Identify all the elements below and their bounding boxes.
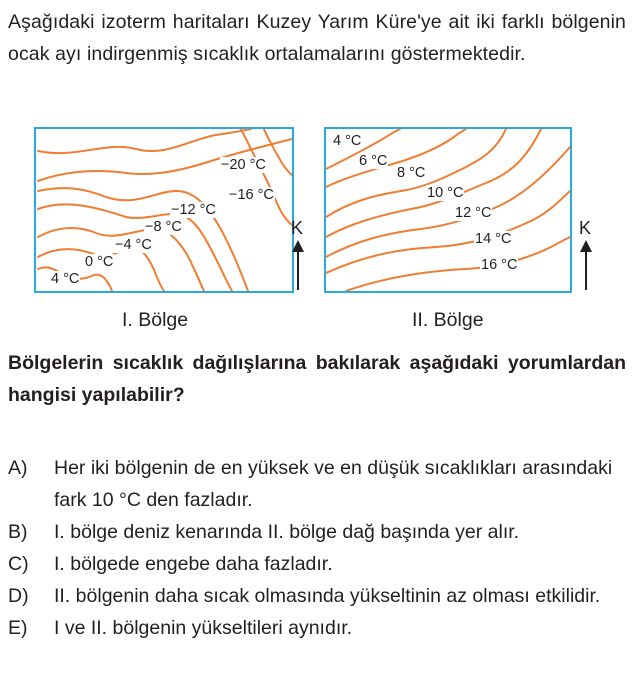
map-region-1 <box>34 127 294 293</box>
isotherm-line <box>241 129 292 225</box>
option-c[interactable] <box>8 548 630 580</box>
temp-label: 0 °C <box>85 254 114 270</box>
north-label: K <box>291 218 304 238</box>
option-e[interactable] <box>8 612 630 644</box>
temp-label: −8 °C <box>145 219 182 235</box>
temp-label: −12 °C <box>171 202 216 218</box>
option-text: I. bölge deniz kenarında II. bölge dağ başında yer alır. <box>54 521 520 543</box>
temp-label: −4 °C <box>115 237 152 253</box>
temp-label: 6 °C <box>359 153 388 169</box>
option-text: I. bölgede engebe daha fazladır. <box>54 553 333 575</box>
north-arrow-1 <box>289 218 309 278</box>
option-text: I ve II. bölgenin yükseltileri aynıdır. <box>54 617 353 639</box>
option-a[interactable] <box>8 452 630 516</box>
map-region-1-isotherms <box>36 129 292 291</box>
north-label: K <box>579 218 592 238</box>
temp-label: 4 °C <box>333 133 362 149</box>
option-letter: B) <box>8 521 28 543</box>
temp-label: 8 °C <box>397 165 426 181</box>
question-stem: Bölgelerin sıcaklık dağılışlarına bakılarak aşağıdaki yorumlardan hangisi yapılabilir? <box>8 352 626 406</box>
option-letter: C) <box>8 553 29 575</box>
temp-label: −20 °C <box>221 157 266 173</box>
intro-paragraph: Aşağıdaki izoterm haritaları Kuzey Yarım Küre'ye ait iki farklı bölgenin ocak ayı indirgenmiş sıcaklık ortalamalarını göstermektedir. <box>8 11 626 65</box>
option-text: II. bölgenin daha sıcak olmasında yükseltinin az olması etkilidir. <box>54 585 601 607</box>
temp-label: 12 °C <box>455 205 492 221</box>
map-caption-1: I. Bölge <box>122 309 189 331</box>
north-arrow-2 <box>577 218 597 278</box>
temp-label: 4 °C <box>51 271 80 287</box>
option-letter: E) <box>8 617 28 639</box>
answer-options <box>8 452 630 644</box>
isotherm-line <box>38 129 251 153</box>
isotherm-maps <box>0 120 633 340</box>
option-d[interactable] <box>8 580 630 612</box>
temp-label: 16 °C <box>481 257 518 273</box>
map-region-2 <box>324 127 572 293</box>
map-caption-2: II. Bölge <box>412 309 484 331</box>
option-letter: D) <box>8 585 29 607</box>
temp-label: −16 °C <box>229 187 274 203</box>
option-b[interactable] <box>8 516 630 548</box>
isotherm-line <box>264 129 292 175</box>
temp-label: 10 °C <box>427 185 464 201</box>
temp-label: 14 °C <box>475 231 512 247</box>
isotherm-line <box>326 191 570 273</box>
option-text: Her iki bölgenin de en yüksek ve en düşük sıcaklıkları arasındaki fark 10 °C den fazladır. <box>54 457 613 511</box>
option-letter: A) <box>8 457 28 479</box>
